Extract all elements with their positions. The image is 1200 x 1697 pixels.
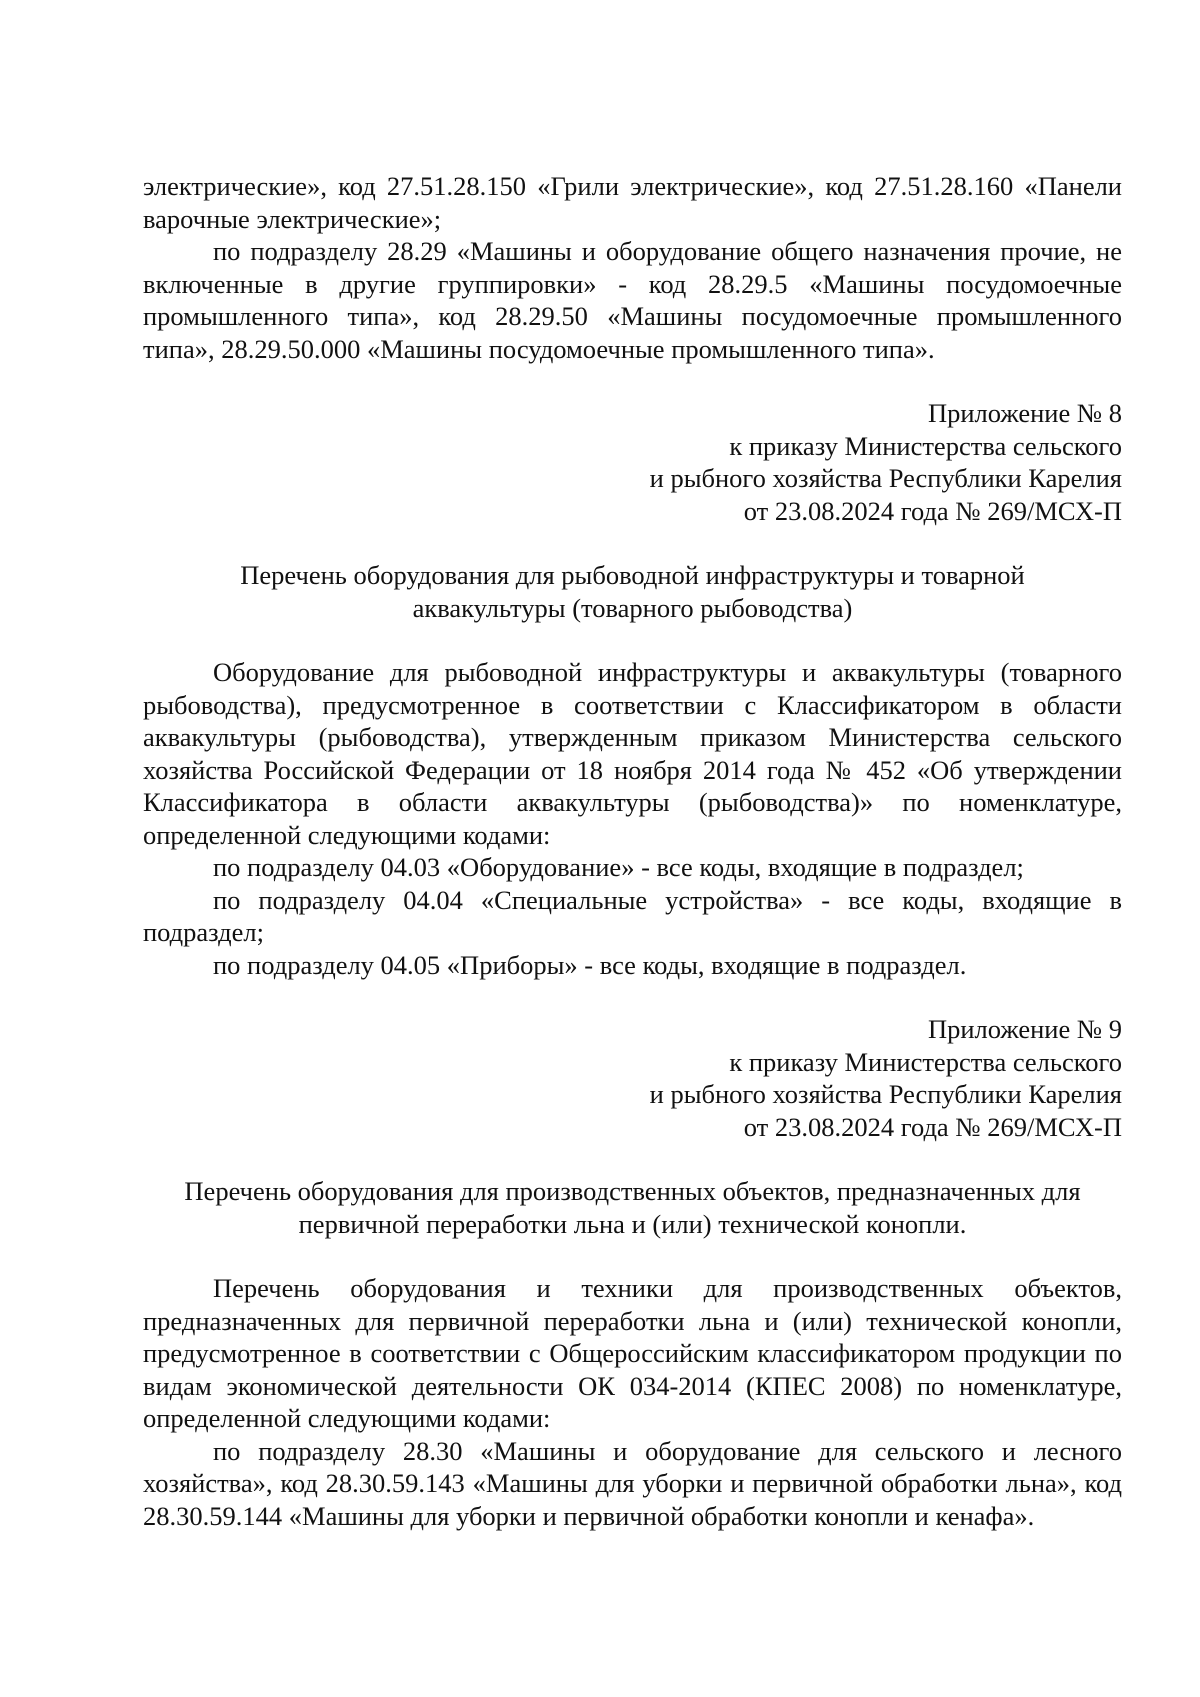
appendix-ministry-line: и рыбного хозяйства Республики Карелия <box>649 1079 1122 1109</box>
appendix-order-line: к приказу Министерства сельского <box>729 430 1122 461</box>
body-paragraph-subsection-04-03: по подразделу 04.03 «Оборудование» - все коды, входящие в подраздел; <box>213 852 1024 882</box>
title-line: первичной переработки льна и (или) технической конопли. <box>298 1208 967 1239</box>
body-paragraph-aquaculture: Оборудование для рыбоводной инфраструктуры и аквакультуры (товарного рыбоводства), предусмотренное в соответствии с Классификатором в области аквакультуры (рыбоводства), утвержденным приказом Министерства сельского хозяйства Российской Федерации от 18 ноября 2014 года № 452 «Об утверждении Классификатора в области аквакультуры (рыбоводства)» по номенклатуре, определенной следующими кодами: <box>143 657 1122 850</box>
appendix-9-header <box>143 1013 1122 1143</box>
body-paragraph-subsection-04-05: по подразделу 04.05 «Приборы» - все коды, входящие в подраздел. <box>213 949 967 980</box>
appendix-date-line: от 23.08.2024 года № 269/МСХ-П <box>743 495 1122 526</box>
title-line: Перечень оборудования для рыбоводной инфраструктуры и товарной <box>240 560 1025 590</box>
title-line: аквакультуры (товарного рыбоводства) <box>412 592 853 623</box>
body-paragraph-continuation: электрические», код 27.51.28.150 «Грили электрические», код 27.51.28.160 «Панели варочные электрические»; <box>143 171 1122 234</box>
appendix-ministry-line: и рыбного хозяйства Республики Карелия <box>649 463 1122 493</box>
appendix-8-title <box>143 559 1122 624</box>
appendix-number: Приложение № 8 <box>927 398 1122 428</box>
appendix-number: Приложение № 9 <box>927 1014 1122 1044</box>
appendix-8-header <box>143 397 1122 527</box>
appendix-order-line: к приказу Министерства сельского <box>729 1046 1122 1077</box>
body-paragraph-subsection-04-04: по подразделу 04.04 «Специальные устройства» - все коды, входящие в подраздел; <box>143 884 1122 947</box>
body-paragraph-flax-hemp: Перечень оборудования и техники для производственных объектов, предназначенных для первичной переработки льна и (или) технической конопли, предусмотренное в соответствии с Общероссийским классификатором продукции по видам экономической деятельности ОК 034-2014 (КПЕС 2008) по номенклатуре, определенной следующими кодами: <box>143 1273 1122 1433</box>
appendix-9-title <box>143 1175 1122 1240</box>
document-page <box>143 170 1122 1532</box>
appendix-date-line: от 23.08.2024 года № 269/МСХ-П <box>743 1111 1122 1142</box>
title-line: Перечень оборудования для производственных объектов, предназначенных для <box>184 1176 1081 1206</box>
body-paragraph-subsection-28-30: по подразделу 28.30 «Машины и оборудование для сельского и лесного хозяйства», код 28.30.59.143 «Машины для уборки и первичной обработки льна», код 28.30.59.144 «Машины для уборки и первичной обработки конопли и кенафа». <box>143 1435 1122 1531</box>
body-paragraph-subsection-28-29: по подразделу 28.29 «Машины и оборудование общего назначения прочие, не включенные в другие группировки» - код 28.29.5 «Машины посудомоечные промышленного типа», код 28.29.50 «Машины посудомоечные промышленного типа», 28.29.50.000 «Машины посудомоечные промышленного типа». <box>143 236 1122 364</box>
